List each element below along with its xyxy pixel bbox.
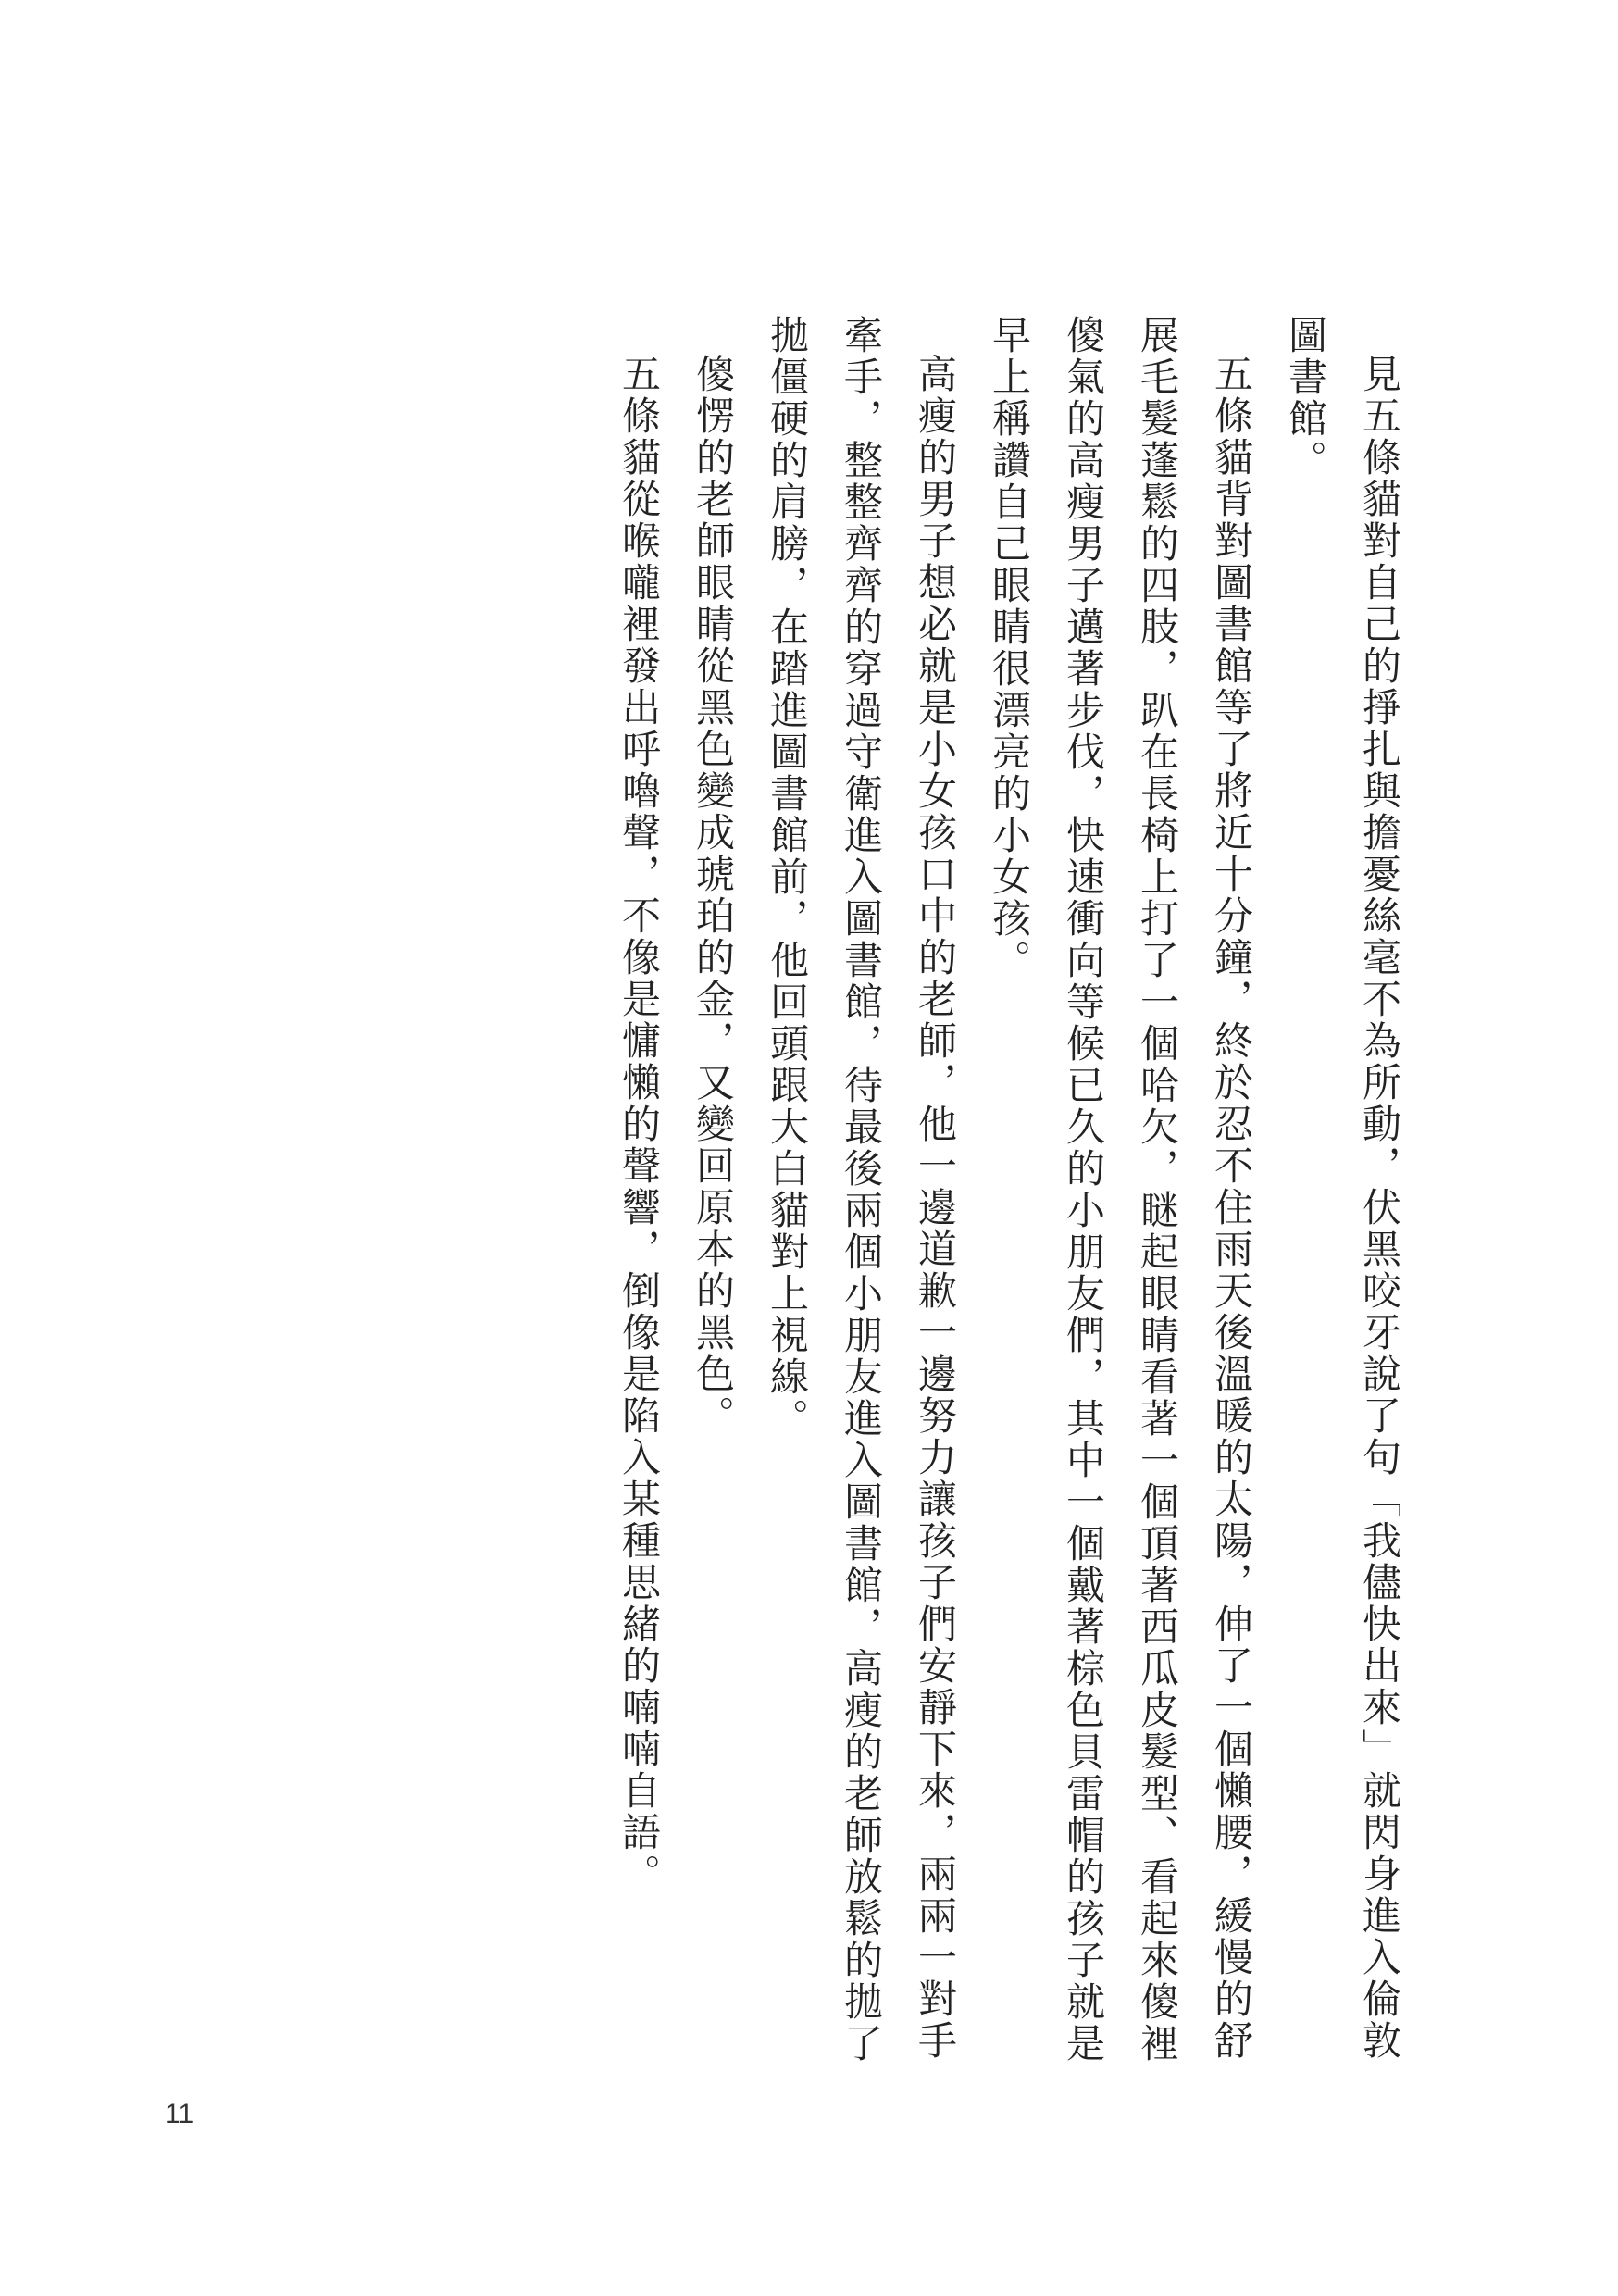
paragraph-2: 五條貓背對圖書館等了將近十分鐘，終於忍不住雨天後溫暖的太陽，伸了一個懶腰，緩慢的舒展毛髮蓬鬆的四肢，趴在長椅上打了一個哈欠，瞇起眼睛看著一個頂著西瓜皮髮型、看起來傻裡傻氣的高瘦男子邁著步伐，快速衝向等候已久的小朋友們，其中一個戴著棕色貝雷帽的孩子就是早上稱讚自己眼睛很漂亮的小女孩。: [987, 315, 1254, 2065]
paragraph-4: 傻愣的老師眼睛從黑色變成琥珀的金，又變回原本的黑色。: [691, 354, 736, 1437]
paragraph-1: 見五條貓對自己的掙扎與擔憂絲毫不為所動，伏黑咬牙說了句「我儘快出來」就閃身進入倫敦圖書館。: [1283, 315, 1402, 2062]
paragraph-3: 高瘦的男子想必就是小女孩口中的老師，他一邊道歉一邊努力讓孩子們安靜下來，兩兩一對手牽手，整整齊齊的穿過守衛進入圖書館，待最後兩個小朋友進入圖書館，高瘦的老師放鬆的拋了拋僵硬的肩膀，在踏進圖書館前，他回頭跟大白貓對上視線。: [765, 315, 958, 2065]
body-text: [602, 315, 1416, 2074]
page-number: 11: [165, 2099, 194, 2129]
paragraph-5: 五條貓從喉嚨裡發出呼嚕聲，不像是慵懶的聲響，倒像是陷入某種思緒的喃喃自語。: [616, 354, 662, 1895]
